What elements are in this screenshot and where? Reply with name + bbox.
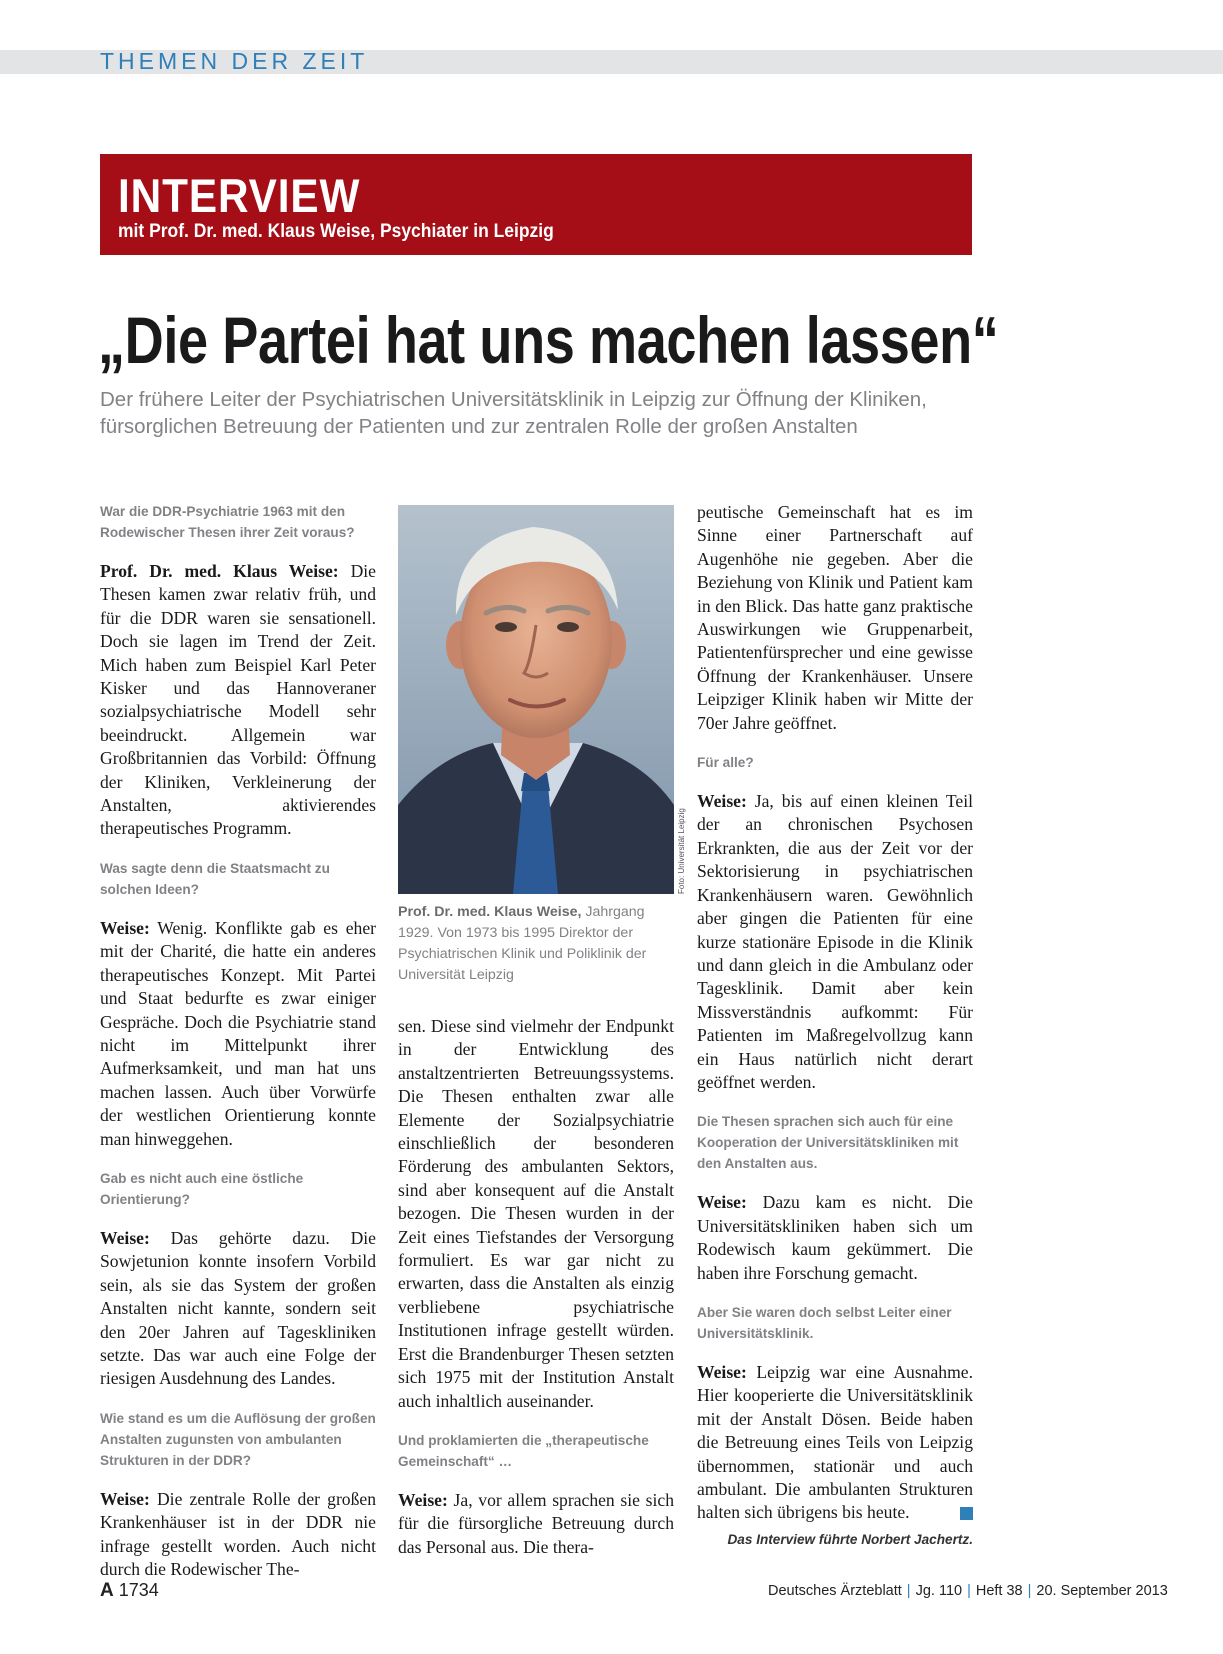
question: Aber Sie waren doch selbst Leiter einer Universitätsklinik. <box>697 1304 952 1341</box>
answer-text: Die zentrale Rolle der großen Krankenhäuser ist in der DDR nie infrage gestellt worden. Auch nicht durch die Rodewischer The- <box>100 1488 376 1579</box>
text-column-2 <box>398 1015 674 1576</box>
answer <box>100 917 376 1151</box>
journal-footer <box>768 1583 1168 1599</box>
caption-name: Prof. Dr. med. Klaus Weise, <box>398 904 582 920</box>
answer <box>697 1191 973 1285</box>
question: Wie stand es um die Auflösung der großen Anstalten zugunsten von ambulanten Strukturen in der DDR? <box>100 1410 376 1468</box>
photo-caption <box>398 902 674 986</box>
answer-text: Ja, vor allem sprachen sie sich für die fürsorgliche Betreuung durch das Personal aus. Die thera- <box>398 1489 674 1557</box>
section-label: THEMEN DER ZEIT <box>100 48 369 74</box>
journal-date: 20. September 2013 <box>1036 1583 1168 1599</box>
answer-text: Wenig. Konflikte gab es eher mit der Charité, die hatte ein anderes therapeutisches Konzept. Mit Partei und Staat bedurfte es zwar einiger Gespräche. Doch die Psychiatrie stand nicht im Mittelpunkt ihrer Aufmerksamkeit, und man hat uns machen lassen. Auch über Vorwürfe der westlichen Orientierung konnte man hinweggehen. <box>100 917 376 1149</box>
answer <box>100 560 376 841</box>
answer <box>697 790 973 1094</box>
answer-continued: sen. Diese sind vielmehr der Endpunkt in der Entwicklung des anstaltzentrierten Betreuungssystems. Die Thesen enthalten zwar alle Elemente der Sozialpsychiatrie einschließlich der besonderen Förderung des ambulanten Sektors, sind aber konsequent auf die Anstalt bezogen. Die Thesen wurden in der Zeit eines Tiefstandes der Versorgung formuliert. Es war gar nicht zu erwarten, dass die Anstalten als einzig verbliebene psychiatrische Institutionen infrage gestellt würden. Erst die Brandenburger Thesen setzten sich 1975 mit der Institution Anstalt auch inhaltlich auseinander. <box>398 1016 674 1411</box>
banner-kicker: INTERVIEW <box>118 169 361 222</box>
banner-subtitle: mit Prof. Dr. med. Klaus Weise, Psychiater in Leipzig <box>118 221 554 242</box>
page-folio <box>100 1580 159 1602</box>
question: Für alle? <box>697 755 754 771</box>
separator: | <box>1027 1583 1032 1599</box>
journal-volume: Jg. 110 <box>915 1583 963 1599</box>
speaker: Weise: <box>697 791 747 812</box>
question: War die DDR-Psychiatrie 1963 mit den Rodewischer Thesen ihrer Zeit voraus? <box>100 504 355 540</box>
portrait-photo <box>398 505 674 894</box>
answer-text: Die Thesen kamen zwar relativ früh, und für die DDR waren sie sensationell. Doch sie lagen im Trend der Zeit. Mich haben zum Beispiel Karl Peter Kisker und das Hannoveraner sozialpsychiatrische Modell sehr beeindruckt. Allgemein war Großbritannien das Vorbild: Öffnung der Kliniken, Verkleinerung der Anstalten, aktivierendes therapeutisches Programm. <box>100 561 376 839</box>
answer-text: Das gehörte dazu. Die Sowjetunion konnte insofern Vorbild sein, als sie das System der großen Anstalten nicht kannte, sondern seit den 20er Jahren auf Tageskliniken setzte. Das war auch eine Folge der riesigen Ausdehnung des Landes. <box>100 1227 376 1389</box>
answer-text: Leipzig war eine Ausnahme. Hier kooperierte die Universitätsklinik mit der Anstalt Dösen. Beide haben die Betreuung eines Teils von Leipzig übernommen, stationär und auch ambulant. Die ambulanten Strukturen halten sich übrigens bis heute. <box>697 1361 973 1523</box>
answer <box>697 1361 973 1525</box>
question: Die Thesen sprachen sich auch für eine Kooperation der Universitätskliniken mit den Anstalten aus. <box>697 1114 959 1172</box>
speaker: Weise: <box>398 1489 448 1510</box>
speaker: Prof. Dr. med. Klaus Weise: <box>100 561 339 581</box>
question: Gab es nicht auch eine östliche Orientierung? <box>100 1170 304 1207</box>
speaker: Weise: <box>697 1192 747 1213</box>
answer <box>398 1489 674 1559</box>
separator: | <box>906 1583 911 1599</box>
caption-text: Jahrgang 1929. Von 1973 bis 1995 Direktor der Psychiatrischen Klinik und Poliklinik der Universität Leipzig <box>398 904 647 983</box>
question: Und proklamierten die „therapeutische Gemeinschaft“ … <box>398 1432 649 1469</box>
separator: | <box>967 1583 971 1599</box>
answer-text: Dazu kam es nicht. Die Universitätskliniken haben sich um Rodewisch kaum gekümmert. Die haben ihre Forschung gemacht. <box>697 1192 973 1283</box>
interviewer-credit: Das Interview führte Norbert Jachertz. <box>727 1532 973 1547</box>
answer-continued: peutische Gemeinschaft hat es im Sinne einer Partnerschaft auf Augenhöhe nie gegeben. Aber die Beziehung von Klinik und Patient kam in den Blick. Das hatte ganz praktische Auswirkungen wie Gruppenarbeit, Patientenfürsprecher und eine gewisse Öffnung der Krankenhäuser. Unsere Leipziger Klinik haben wir Mitte der 70er Jahre geöffnet. <box>697 502 973 733</box>
journal-issue: Heft 38 <box>975 1583 1023 1599</box>
speaker: Weise: <box>100 1227 150 1248</box>
interview-banner <box>100 154 972 255</box>
answer-text: Ja, bis auf einen kleinen Teil der an chronischen Psychosen Erkrankten, die aus der Zeit vor der Sektorisierung in psychiatrischen Krankenhäusern waren. Gewöhnlich aber gingen die Patienten für eine kurze stationäre Episode in die Klinik und dann gleich in die Ambulanz oder Tagesklinik. Damit aber kein Missverständnis aufkommt: Für Patienten im Maßregelvollzug kann ein Haus natürlich nicht derart geöffnet werden. <box>697 791 973 1092</box>
page-number: 1734 <box>118 1580 159 1600</box>
text-column-1 <box>100 501 376 1598</box>
answer <box>100 1488 376 1582</box>
article-standfirst: Der frühere Leiter der Psychiatrischen Universitätsklinik in Leipzig zur Öffnung der Kliniken, fürsorglichen Betreuung der Patienten und zur zentralen Rolle der großen Anstalten <box>100 388 927 438</box>
page-letter: A <box>100 1580 114 1601</box>
text-column-3 <box>697 501 973 1542</box>
question: Was sagte denn die Staatsmacht zu solchen Ideen? <box>100 860 330 897</box>
speaker: Weise: <box>100 1488 150 1509</box>
end-of-article-mark <box>960 1507 973 1520</box>
portrait-illustration <box>398 505 674 894</box>
answer <box>100 1227 376 1391</box>
photo-credit: Foto: Universität Leipzig <box>677 808 686 894</box>
article-headline: „Die Partei hat uns machen lassen“ <box>98 303 999 377</box>
speaker: Weise: <box>100 917 150 938</box>
journal-name: Deutsches Ärzteblatt <box>768 1583 902 1599</box>
speaker: Weise: <box>697 1361 747 1382</box>
